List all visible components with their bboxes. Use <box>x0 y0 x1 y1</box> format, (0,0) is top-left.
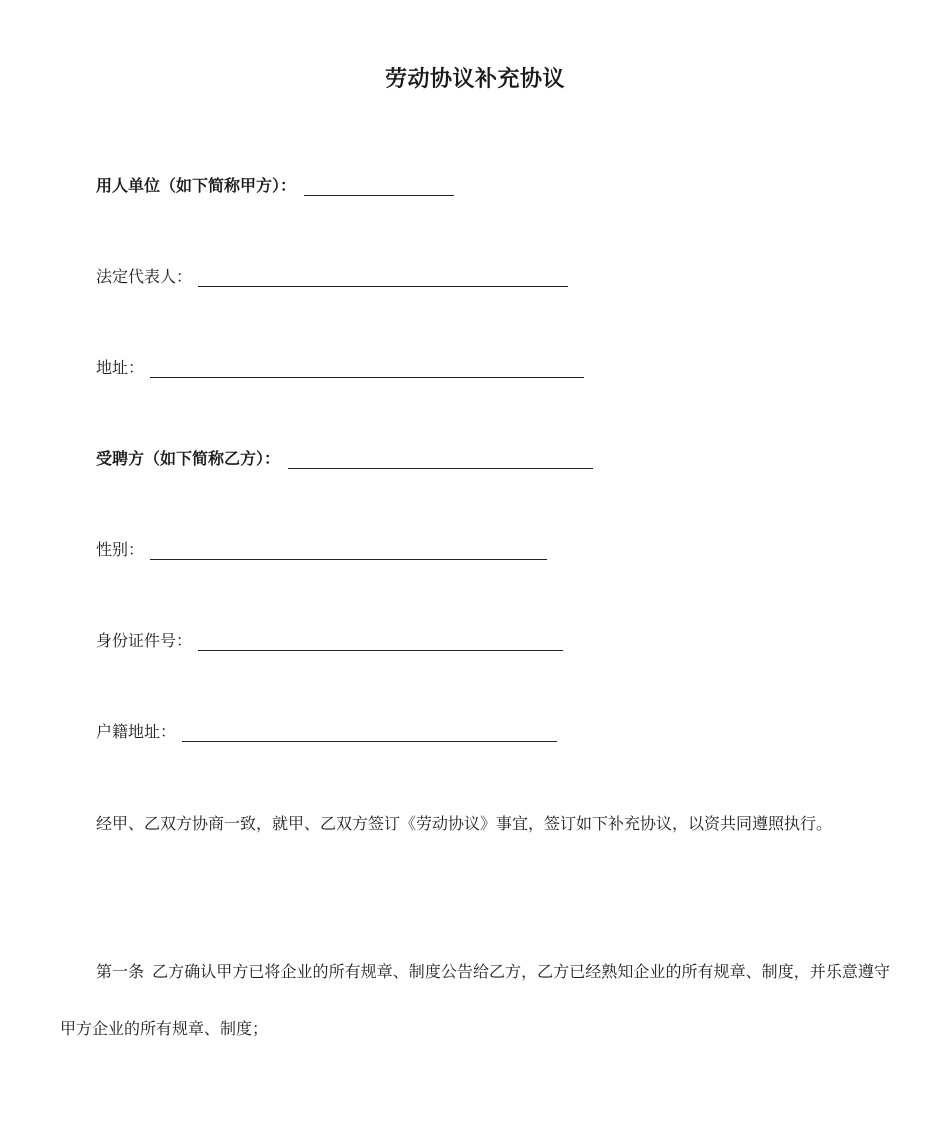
household-address-blank[interactable] <box>182 721 557 742</box>
document-title: 劳动协议补充协议 <box>384 67 565 92</box>
id-number-field <box>96 629 563 653</box>
household-address-field <box>96 720 557 744</box>
intro-paragraph: 经甲、乙双方协商一致，就甲、乙双方签订《劳动协议》事宜，签订如下补充协议，以资共同遵照执行。 <box>96 814 833 833</box>
gender-label: 性别： <box>96 540 145 559</box>
employer-label: 用人单位（如下简称甲方）： <box>96 176 297 195</box>
address-field <box>96 356 584 380</box>
employer-field <box>96 174 454 198</box>
employee-blank[interactable] <box>288 448 593 469</box>
household-address-label: 户籍地址： <box>96 722 177 741</box>
legal-rep-blank[interactable] <box>198 266 568 287</box>
employee-label: 受聘方（如下简称乙方）： <box>96 449 281 468</box>
address-label: 地址： <box>96 358 145 377</box>
id-number-blank[interactable] <box>198 630 563 651</box>
legal-rep-field <box>96 265 568 289</box>
article-1-number: 第一条 <box>96 962 145 981</box>
gender-field <box>96 538 547 562</box>
employee-field <box>96 447 593 471</box>
employer-blank[interactable] <box>304 175 454 196</box>
id-number-label: 身份证件号： <box>96 631 193 650</box>
gender-blank[interactable] <box>150 539 547 560</box>
legal-rep-label: 法定代表人： <box>96 267 193 286</box>
address-blank[interactable] <box>150 357 584 378</box>
article-1 <box>60 943 890 1057</box>
article-1-text: 乙方确认甲方已将企业的所有规章、制度公告给乙方，乙方已经熟知企业的所有规章、制度，并乐意遵守甲方企业的所有规章、制度； <box>60 962 890 1038</box>
